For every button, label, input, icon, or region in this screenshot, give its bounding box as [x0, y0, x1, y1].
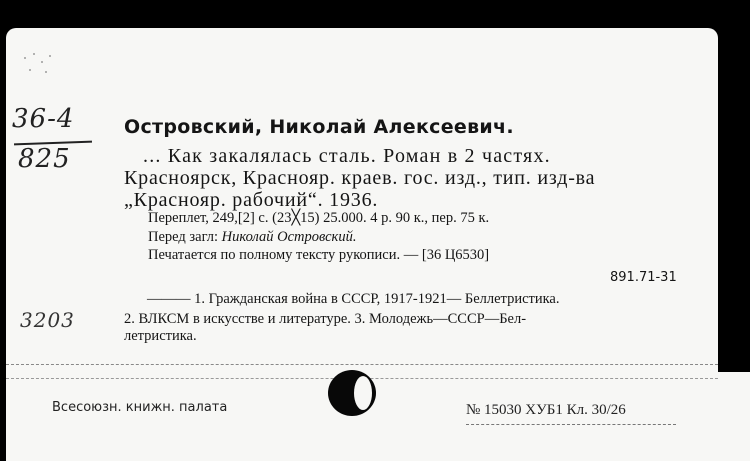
title-line-3: „Краснояр. рабочий“. 1936. [124, 189, 379, 211]
shelf-mark-bottom: 825 [18, 144, 71, 174]
title-note [148, 229, 356, 246]
perforation-line [6, 364, 718, 365]
title-note-italic: Николай Островский. [221, 229, 357, 245]
handwritten-note: 3203 [20, 308, 75, 332]
card-edge [718, 372, 750, 461]
registration-underline [466, 424, 676, 425]
shelf-mark-top: 36-4 [12, 104, 75, 134]
title-line-1: ... Как закалялась сталь. Роман в 2 частях. [143, 145, 551, 167]
title-line-2: Красноярск, Краснояр. краев. гос. изд., тип. изд-ва [124, 167, 596, 189]
subject-line-1: ——— 1. Гражданская война в СССР, 1917-1921— Беллетристика. [147, 291, 560, 307]
physical-description: Переплет, 249,[2] с. (23╳15) 25.000. 4 р. 90 к., пер. 75 к. [148, 210, 490, 226]
subject-line-3: летристика. [124, 328, 197, 344]
publisher-footer: Всесоюзн. книжн. палата [52, 400, 228, 415]
printing-note: Печатается по полному тексту рукописи. — [36 Ц6530] [148, 247, 490, 263]
registration-number: № 15030 ХУБ1 Кл. 30/26 [466, 402, 626, 418]
author-heading: Островский, Николай Алексеевич. [124, 116, 514, 138]
scan-speckle [20, 50, 60, 80]
classification-number: 891.71-31 [610, 270, 677, 285]
title-note-prefix: Перед загл: [148, 229, 219, 245]
subject-line-2: 2. ВЛКСМ в искусстве и литературе. 3. Молодежь—СССР—Бел- [124, 311, 527, 327]
punch-hole [328, 370, 376, 416]
